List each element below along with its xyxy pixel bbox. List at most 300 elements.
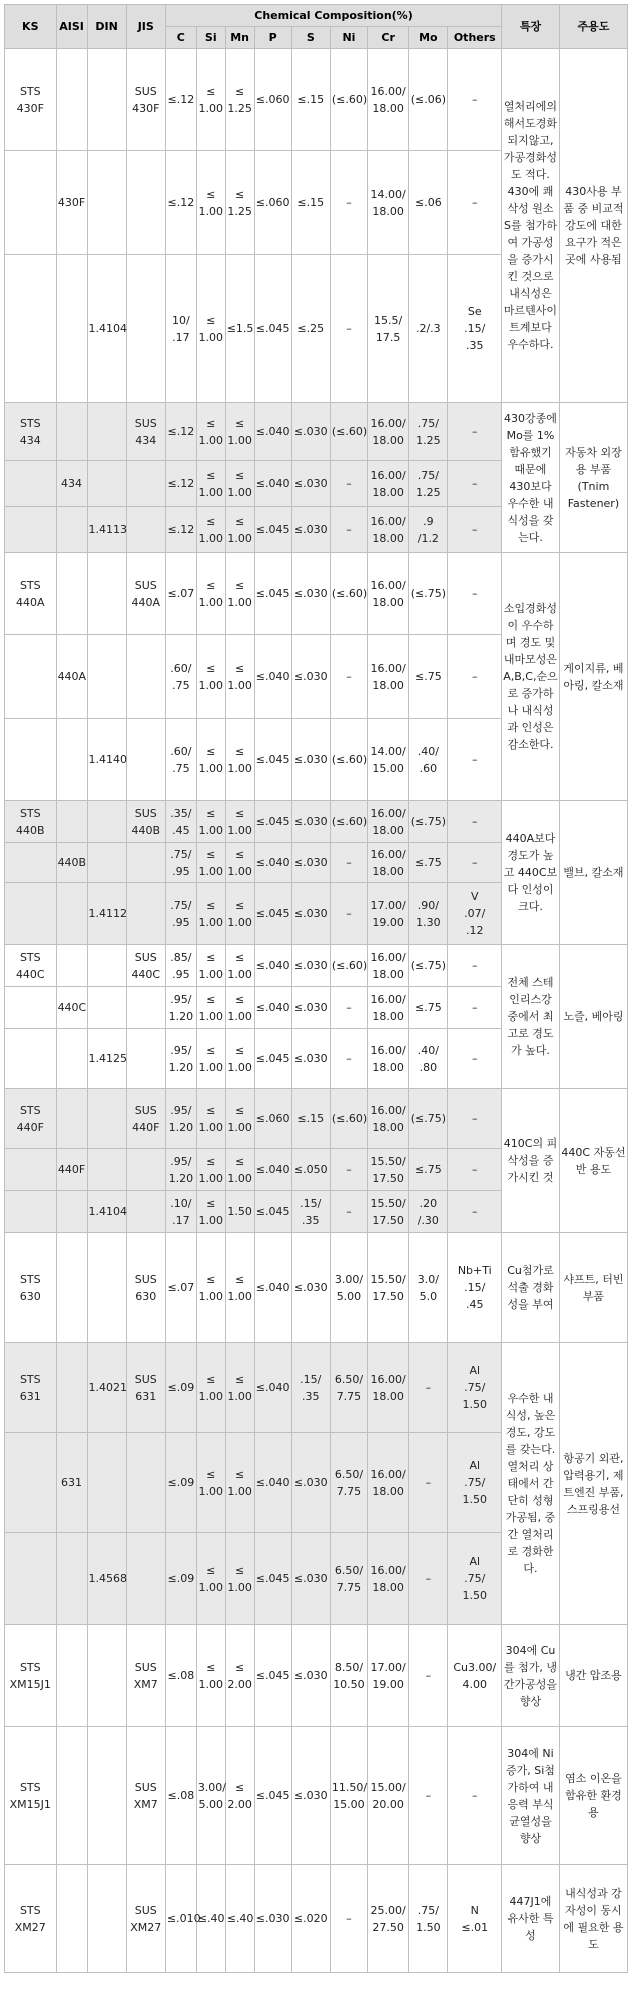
cell-mo: (≤.06): [409, 49, 448, 151]
cell-aisi: [56, 1089, 87, 1149]
cell-din: [87, 461, 126, 507]
cell-si: ≤ 1.00: [196, 403, 225, 461]
table-row: [5, 1089, 628, 1149]
cell-jis: SUS XM7: [126, 1625, 165, 1727]
table-row: [5, 1727, 628, 1865]
table-row: [5, 1865, 628, 1973]
header-uses: 주용도: [559, 5, 627, 49]
cell-aisi: 440B: [56, 843, 87, 883]
cell-ni: –: [330, 1149, 367, 1191]
cell-si: ≤ 1.00: [196, 49, 225, 151]
cell-ni: 11.50/ 15.00: [330, 1727, 367, 1865]
cell-ks: [5, 1433, 57, 1533]
cell-others: –: [448, 553, 502, 635]
cell-mo: ≤.75: [409, 987, 448, 1029]
cell-din: 1.4104: [87, 1191, 126, 1233]
cell-mn: ≤1.5: [225, 255, 254, 403]
cell-p: ≤.045: [254, 1625, 291, 1727]
cell-others: Al .75/ 1.50: [448, 1533, 502, 1625]
cell-si: ≤ 1.00: [196, 1233, 225, 1343]
cell-p: ≤.040: [254, 403, 291, 461]
cell-c: ≤.12: [165, 461, 196, 507]
cell-c: ≤.12: [165, 151, 196, 255]
cell-mn: ≤ 1.00: [225, 1533, 254, 1625]
cell-cr: 16.00/ 18.00: [368, 507, 409, 553]
cell-ni: 6.50/ 7.75: [330, 1533, 367, 1625]
cell-mo: ≤.06: [409, 151, 448, 255]
cell-c: .75/ .95: [165, 843, 196, 883]
cell-p: ≤.045: [254, 1191, 291, 1233]
cell-others: V .07/ .12: [448, 883, 502, 945]
cell-cr: 16.00/ 18.00: [368, 1433, 409, 1533]
cell-s: .15/ .35: [291, 1191, 330, 1233]
cell-others: –: [448, 987, 502, 1029]
cell-c: .95/ 1.20: [165, 987, 196, 1029]
cell-si: ≤ 1.00: [196, 1029, 225, 1089]
cell-cr: 17.00/ 19.00: [368, 1625, 409, 1727]
cell-mo: –: [409, 1343, 448, 1433]
cell-c: .60/ .75: [165, 635, 196, 719]
cell-ks: [5, 151, 57, 255]
cell-aisi: 440C: [56, 987, 87, 1029]
cell-p: ≤.045: [254, 1029, 291, 1089]
cell-c: .95/ 1.20: [165, 1149, 196, 1191]
cell-din: [87, 635, 126, 719]
cell-cr: 14.00/ 18.00: [368, 151, 409, 255]
cell-mo: .9 /1.2: [409, 507, 448, 553]
table-row: [5, 1625, 628, 1727]
cell-s: ≤.030: [291, 1533, 330, 1625]
table-row: [5, 801, 628, 843]
cell-aisi: [56, 801, 87, 843]
cell-mn: ≤ 1.00: [225, 1233, 254, 1343]
cell-mo: ≤.75: [409, 635, 448, 719]
cell-aisi: 440F: [56, 1149, 87, 1191]
cell-mo: .75/ 1.25: [409, 403, 448, 461]
cell-ks: STS 434: [5, 403, 57, 461]
cell-ni: –: [330, 1029, 367, 1089]
cell-si: ≤ 1.00: [196, 719, 225, 801]
cell-ni: 6.50/ 7.75: [330, 1343, 367, 1433]
cell-cr: 16.00/ 18.00: [368, 1089, 409, 1149]
cell-uses: 밸브, 칼소재: [559, 801, 627, 945]
cell-others: Se .15/ .35: [448, 255, 502, 403]
cell-others: –: [448, 1149, 502, 1191]
cell-ni: –: [330, 1191, 367, 1233]
cell-ni: (≤.60): [330, 945, 367, 987]
cell-ni: 6.50/ 7.75: [330, 1433, 367, 1533]
cell-c: .75/ .95: [165, 883, 196, 945]
cell-jis: SUS XM27: [126, 1865, 165, 1973]
cell-c: ≤.12: [165, 507, 196, 553]
cell-ni: (≤.60): [330, 801, 367, 843]
cell-others: –: [448, 1089, 502, 1149]
cell-si: ≤ 1.00: [196, 461, 225, 507]
cell-din: [87, 151, 126, 255]
cell-mn: ≤ 1.00: [225, 843, 254, 883]
cell-si: ≤ 1.00: [196, 1089, 225, 1149]
table-row: [5, 945, 628, 987]
cell-uses: 440C 자동선반 용도: [559, 1089, 627, 1233]
cell-din: [87, 1233, 126, 1343]
cell-aisi: [56, 1727, 87, 1865]
cell-mo: –: [409, 1433, 448, 1533]
cell-jis: [126, 461, 165, 507]
cell-si: ≤ 1.00: [196, 1625, 225, 1727]
cell-p: ≤.060: [254, 1089, 291, 1149]
cell-s: .15/ .35: [291, 1343, 330, 1433]
cell-ni: –: [330, 507, 367, 553]
cell-mo: .75/ 1.25: [409, 461, 448, 507]
cell-s: ≤.030: [291, 1625, 330, 1727]
cell-uses: 자동차 외장용 부품(Tnim Fastener): [559, 403, 627, 553]
cell-mo: ≤.75: [409, 843, 448, 883]
cell-mo: .75/ 1.50: [409, 1865, 448, 1973]
cell-cr: 15.00/ 20.00: [368, 1727, 409, 1865]
cell-ni: (≤.60): [330, 553, 367, 635]
cell-din: [87, 801, 126, 843]
cell-si: ≤ 1.00: [196, 801, 225, 843]
cell-ks: [5, 507, 57, 553]
cell-ks: [5, 883, 57, 945]
cell-features: 전체 스테인리스강 중에서 최고로 경도가 높다.: [502, 945, 560, 1089]
header-element-si: Si: [196, 27, 225, 49]
cell-p: ≤.040: [254, 843, 291, 883]
cell-c: .10/ .17: [165, 1191, 196, 1233]
cell-aisi: [56, 883, 87, 945]
cell-s: ≤.020: [291, 1865, 330, 1973]
cell-si: ≤ 1.00: [196, 945, 225, 987]
cell-p: ≤.060: [254, 49, 291, 151]
cell-features: 304에 Ni 증가, Si첨가하여 내응력 부식 균열성을 향상: [502, 1727, 560, 1865]
cell-mo: –: [409, 1727, 448, 1865]
cell-ks: STS 440C: [5, 945, 57, 987]
cell-s: ≤.030: [291, 883, 330, 945]
cell-c: ≤.08: [165, 1727, 196, 1865]
cell-jis: [126, 1149, 165, 1191]
cell-aisi: [56, 1533, 87, 1625]
cell-others: –: [448, 403, 502, 461]
cell-features: 소입경화성이 우수하며 경도 및 내마모성은 A,B,C,순으로 증가하나 내식성과 인성은 감소한다.: [502, 553, 560, 801]
cell-jis: [126, 1191, 165, 1233]
cell-s: ≤.030: [291, 843, 330, 883]
cell-ks: [5, 1533, 57, 1625]
cell-p: ≤.040: [254, 987, 291, 1029]
cell-mn: ≤ 1.00: [225, 1343, 254, 1433]
cell-s: ≤.15: [291, 151, 330, 255]
cell-c: ≤.07: [165, 553, 196, 635]
cell-s: ≤.030: [291, 1233, 330, 1343]
cell-mo: 3.0/ 5.0: [409, 1233, 448, 1343]
cell-din: [87, 843, 126, 883]
cell-cr: 16.00/ 18.00: [368, 553, 409, 635]
cell-mo: .20 /.30: [409, 1191, 448, 1233]
cell-mn: ≤ 2.00: [225, 1727, 254, 1865]
cell-aisi: 440A: [56, 635, 87, 719]
cell-cr: 16.00/ 18.00: [368, 461, 409, 507]
cell-mn: ≤ 1.00: [225, 1149, 254, 1191]
cell-features: Cu첨가로 석출 경화성을 부여: [502, 1233, 560, 1343]
cell-mn: ≤ 1.00: [225, 553, 254, 635]
cell-features: 304에 Cu를 첨가, 냉간가공성을 향상: [502, 1625, 560, 1727]
header-element-ni: Ni: [330, 27, 367, 49]
cell-c: ≤.07: [165, 1233, 196, 1343]
cell-mn: ≤ 1.00: [225, 883, 254, 945]
cell-s: ≤.030: [291, 507, 330, 553]
cell-aisi: [56, 1233, 87, 1343]
cell-mn: ≤ 1.00: [225, 1089, 254, 1149]
cell-jis: SUS 631: [126, 1343, 165, 1433]
cell-uses: 430사용 부품 중 비교적 강도에 대한 요구가 적은 곳에 사용됨: [559, 49, 627, 403]
cell-jis: [126, 987, 165, 1029]
cell-features: 447J1에 유사한 특성: [502, 1865, 560, 1973]
cell-p: ≤.040: [254, 635, 291, 719]
cell-c: ≤.09: [165, 1533, 196, 1625]
cell-uses: 게이지류, 베아링, 칼소재: [559, 553, 627, 801]
cell-din: [87, 1089, 126, 1149]
cell-uses: 노즐, 베아링: [559, 945, 627, 1089]
cell-aisi: [56, 1343, 87, 1433]
cell-s: ≤.030: [291, 801, 330, 843]
cell-others: Al .75/ 1.50: [448, 1433, 502, 1533]
cell-jis: SUS XM7: [126, 1727, 165, 1865]
cell-ni: 3.00/ 5.00: [330, 1233, 367, 1343]
cell-cr: 16.00/ 18.00: [368, 49, 409, 151]
cell-mo: .90/ 1.30: [409, 883, 448, 945]
cell-s: ≤.030: [291, 403, 330, 461]
cell-cr: 16.00/ 18.00: [368, 987, 409, 1029]
cell-ni: –: [330, 843, 367, 883]
table-row: [5, 1343, 628, 1433]
cell-ks: [5, 719, 57, 801]
cell-ks: [5, 1191, 57, 1233]
cell-p: ≤.045: [254, 719, 291, 801]
cell-din: 1.4112: [87, 883, 126, 945]
cell-others: –: [448, 461, 502, 507]
cell-others: –: [448, 945, 502, 987]
cell-p: ≤.040: [254, 1233, 291, 1343]
cell-ks: STS 440B: [5, 801, 57, 843]
cell-uses: 항공기 외관, 압력용기, 제트엔진 부품, 스프링용선: [559, 1343, 627, 1625]
cell-jis: SUS 434: [126, 403, 165, 461]
cell-p: ≤.040: [254, 1433, 291, 1533]
cell-ni: (≤.60): [330, 403, 367, 461]
cell-p: ≤.040: [254, 461, 291, 507]
cell-uses: 샤프트, 터빈 부품: [559, 1233, 627, 1343]
cell-si: 3.00/ 5.00: [196, 1727, 225, 1865]
cell-c: .85/ .95: [165, 945, 196, 987]
cell-mo: (≤.75): [409, 553, 448, 635]
cell-others: –: [448, 1727, 502, 1865]
composition-table: [4, 4, 628, 1973]
cell-din: 1.4568: [87, 1533, 126, 1625]
cell-cr: 25.00/ 27.50: [368, 1865, 409, 1973]
cell-ni: (≤.60): [330, 49, 367, 151]
cell-p: ≤.045: [254, 801, 291, 843]
table-body: [5, 49, 628, 1973]
cell-jis: SUS 440A: [126, 553, 165, 635]
table-row: [5, 553, 628, 635]
cell-s: ≤.030: [291, 987, 330, 1029]
cell-features: 410C의 피삭성을 증가시킨 것: [502, 1089, 560, 1233]
header-element-cr: Cr: [368, 27, 409, 49]
cell-mn: ≤ 1.00: [225, 1029, 254, 1089]
cell-jis: SUS 440F: [126, 1089, 165, 1149]
cell-si: ≤ 1.00: [196, 151, 225, 255]
cell-aisi: 430F: [56, 151, 87, 255]
cell-cr: 16.00/ 18.00: [368, 843, 409, 883]
cell-mo: .2/.3: [409, 255, 448, 403]
cell-si: ≤.40: [196, 1865, 225, 1973]
cell-p: ≤.040: [254, 1343, 291, 1433]
cell-si: ≤ 1.00: [196, 1533, 225, 1625]
cell-aisi: [56, 1865, 87, 1973]
cell-din: [87, 553, 126, 635]
cell-din: [87, 403, 126, 461]
cell-ks: STS 430F: [5, 49, 57, 151]
cell-c: ≤.09: [165, 1343, 196, 1433]
cell-din: 1.4140: [87, 719, 126, 801]
cell-ni: –: [330, 635, 367, 719]
cell-din: 1.4021: [87, 1343, 126, 1433]
cell-ni: (≤.60): [330, 719, 367, 801]
cell-aisi: 631: [56, 1433, 87, 1533]
header-element-mn: Mn: [225, 27, 254, 49]
cell-jis: SUS 630: [126, 1233, 165, 1343]
cell-jis: [126, 883, 165, 945]
cell-mn: ≤ 1.00: [225, 987, 254, 1029]
cell-aisi: 434: [56, 461, 87, 507]
cell-others: –: [448, 151, 502, 255]
cell-si: ≤ 1.00: [196, 987, 225, 1029]
cell-ks: [5, 1149, 57, 1191]
cell-mn: ≤ 1.00: [225, 403, 254, 461]
table-row: [5, 1233, 628, 1343]
header-chemical-composition: Chemical Composition(%): [165, 5, 501, 27]
cell-p: ≤.045: [254, 883, 291, 945]
cell-din: [87, 987, 126, 1029]
cell-mn: ≤ 1.00: [225, 507, 254, 553]
cell-s: ≤.030: [291, 553, 330, 635]
cell-mo: .40/ .80: [409, 1029, 448, 1089]
cell-ks: STS XM27: [5, 1865, 57, 1973]
cell-cr: 16.00/ 18.00: [368, 635, 409, 719]
cell-mn: 1.50: [225, 1191, 254, 1233]
cell-ks: STS XM15J1: [5, 1727, 57, 1865]
cell-din: [87, 1625, 126, 1727]
cell-s: ≤.030: [291, 719, 330, 801]
header-element-s: S: [291, 27, 330, 49]
cell-si: ≤ 1.00: [196, 507, 225, 553]
header-features: 특장: [502, 5, 560, 49]
cell-mn: ≤ 1.00: [225, 945, 254, 987]
cell-features: 열처리에의해서도경화되지않고, 가공경화성도 적다. 430에 쾌삭성 원소 S를 첨가하여 가공성을 증가시킨 것으로 내식성은 마르텐사이트계보다 우수하다.: [502, 49, 560, 403]
cell-mn: ≤ 1.00: [225, 635, 254, 719]
cell-si: ≤ 1.00: [196, 1149, 225, 1191]
cell-others: –: [448, 1029, 502, 1089]
cell-others: –: [448, 49, 502, 151]
cell-cr: 16.00/ 18.00: [368, 1029, 409, 1089]
cell-others: Cu3.00/ 4.00: [448, 1625, 502, 1727]
cell-ni: –: [330, 883, 367, 945]
cell-p: ≤.060: [254, 151, 291, 255]
cell-aisi: [56, 553, 87, 635]
cell-s: ≤.030: [291, 1433, 330, 1533]
cell-mn: ≤ 1.25: [225, 49, 254, 151]
cell-cr: 16.00/ 18.00: [368, 1533, 409, 1625]
cell-mo: (≤.75): [409, 801, 448, 843]
cell-others: –: [448, 801, 502, 843]
cell-jis: [126, 255, 165, 403]
cell-s: ≤.030: [291, 461, 330, 507]
cell-mo: (≤.75): [409, 945, 448, 987]
cell-others: N ≤.01: [448, 1865, 502, 1973]
cell-cr: 17.00/ 19.00: [368, 883, 409, 945]
cell-others: –: [448, 507, 502, 553]
cell-jis: [126, 151, 165, 255]
cell-mn: ≤ 1.00: [225, 1433, 254, 1533]
cell-jis: SUS 430F: [126, 49, 165, 151]
cell-ks: [5, 1029, 57, 1089]
cell-cr: 15.50/ 17.50: [368, 1191, 409, 1233]
cell-ks: [5, 635, 57, 719]
cell-din: [87, 945, 126, 987]
cell-ks: STS XM15J1: [5, 1625, 57, 1727]
cell-ni: –: [330, 255, 367, 403]
composition-table-wrapper: [4, 4, 628, 1973]
cell-si: ≤ 1.00: [196, 843, 225, 883]
cell-ks: STS 440A: [5, 553, 57, 635]
cell-mn: ≤ 2.00: [225, 1625, 254, 1727]
cell-cr: 16.00/ 18.00: [368, 403, 409, 461]
cell-ni: –: [330, 151, 367, 255]
cell-si: ≤ 1.00: [196, 883, 225, 945]
cell-cr: 15.50/ 17.50: [368, 1149, 409, 1191]
cell-ks: [5, 461, 57, 507]
cell-s: ≤.030: [291, 945, 330, 987]
cell-c: ≤.09: [165, 1433, 196, 1533]
cell-mn: ≤ 1.25: [225, 151, 254, 255]
cell-jis: [126, 1433, 165, 1533]
cell-aisi: [56, 1029, 87, 1089]
cell-cr: 16.00/ 18.00: [368, 945, 409, 987]
cell-p: ≤.045: [254, 255, 291, 403]
header-ks: KS: [5, 5, 57, 49]
cell-si: ≤ 1.00: [196, 255, 225, 403]
cell-ks: STS 630: [5, 1233, 57, 1343]
cell-mo: (≤.75): [409, 1089, 448, 1149]
cell-ks: [5, 987, 57, 1029]
cell-aisi: [56, 255, 87, 403]
cell-c: .95/ 1.20: [165, 1089, 196, 1149]
cell-mo: –: [409, 1625, 448, 1727]
cell-p: ≤.045: [254, 553, 291, 635]
cell-aisi: [56, 1625, 87, 1727]
cell-ni: (≤.60): [330, 1089, 367, 1149]
cell-uses: 내식성과 강자성이 동시에 필요한 용도: [559, 1865, 627, 1973]
cell-ni: 8.50/ 10.50: [330, 1625, 367, 1727]
cell-cr: 15.5/ 17.5: [368, 255, 409, 403]
cell-cr: 16.00/ 18.00: [368, 1343, 409, 1433]
cell-s: ≤.030: [291, 1727, 330, 1865]
cell-features: 430강종에 Mo를 1% 함유했기 때문에 430보다 우수한 내식성을 갖는다.: [502, 403, 560, 553]
cell-others: Nb+Ti .15/ .45: [448, 1233, 502, 1343]
cell-p: ≤.040: [254, 1149, 291, 1191]
cell-din: [87, 1727, 126, 1865]
cell-ni: –: [330, 461, 367, 507]
cell-s: ≤.15: [291, 1089, 330, 1149]
header-jis: JIS: [126, 5, 165, 49]
